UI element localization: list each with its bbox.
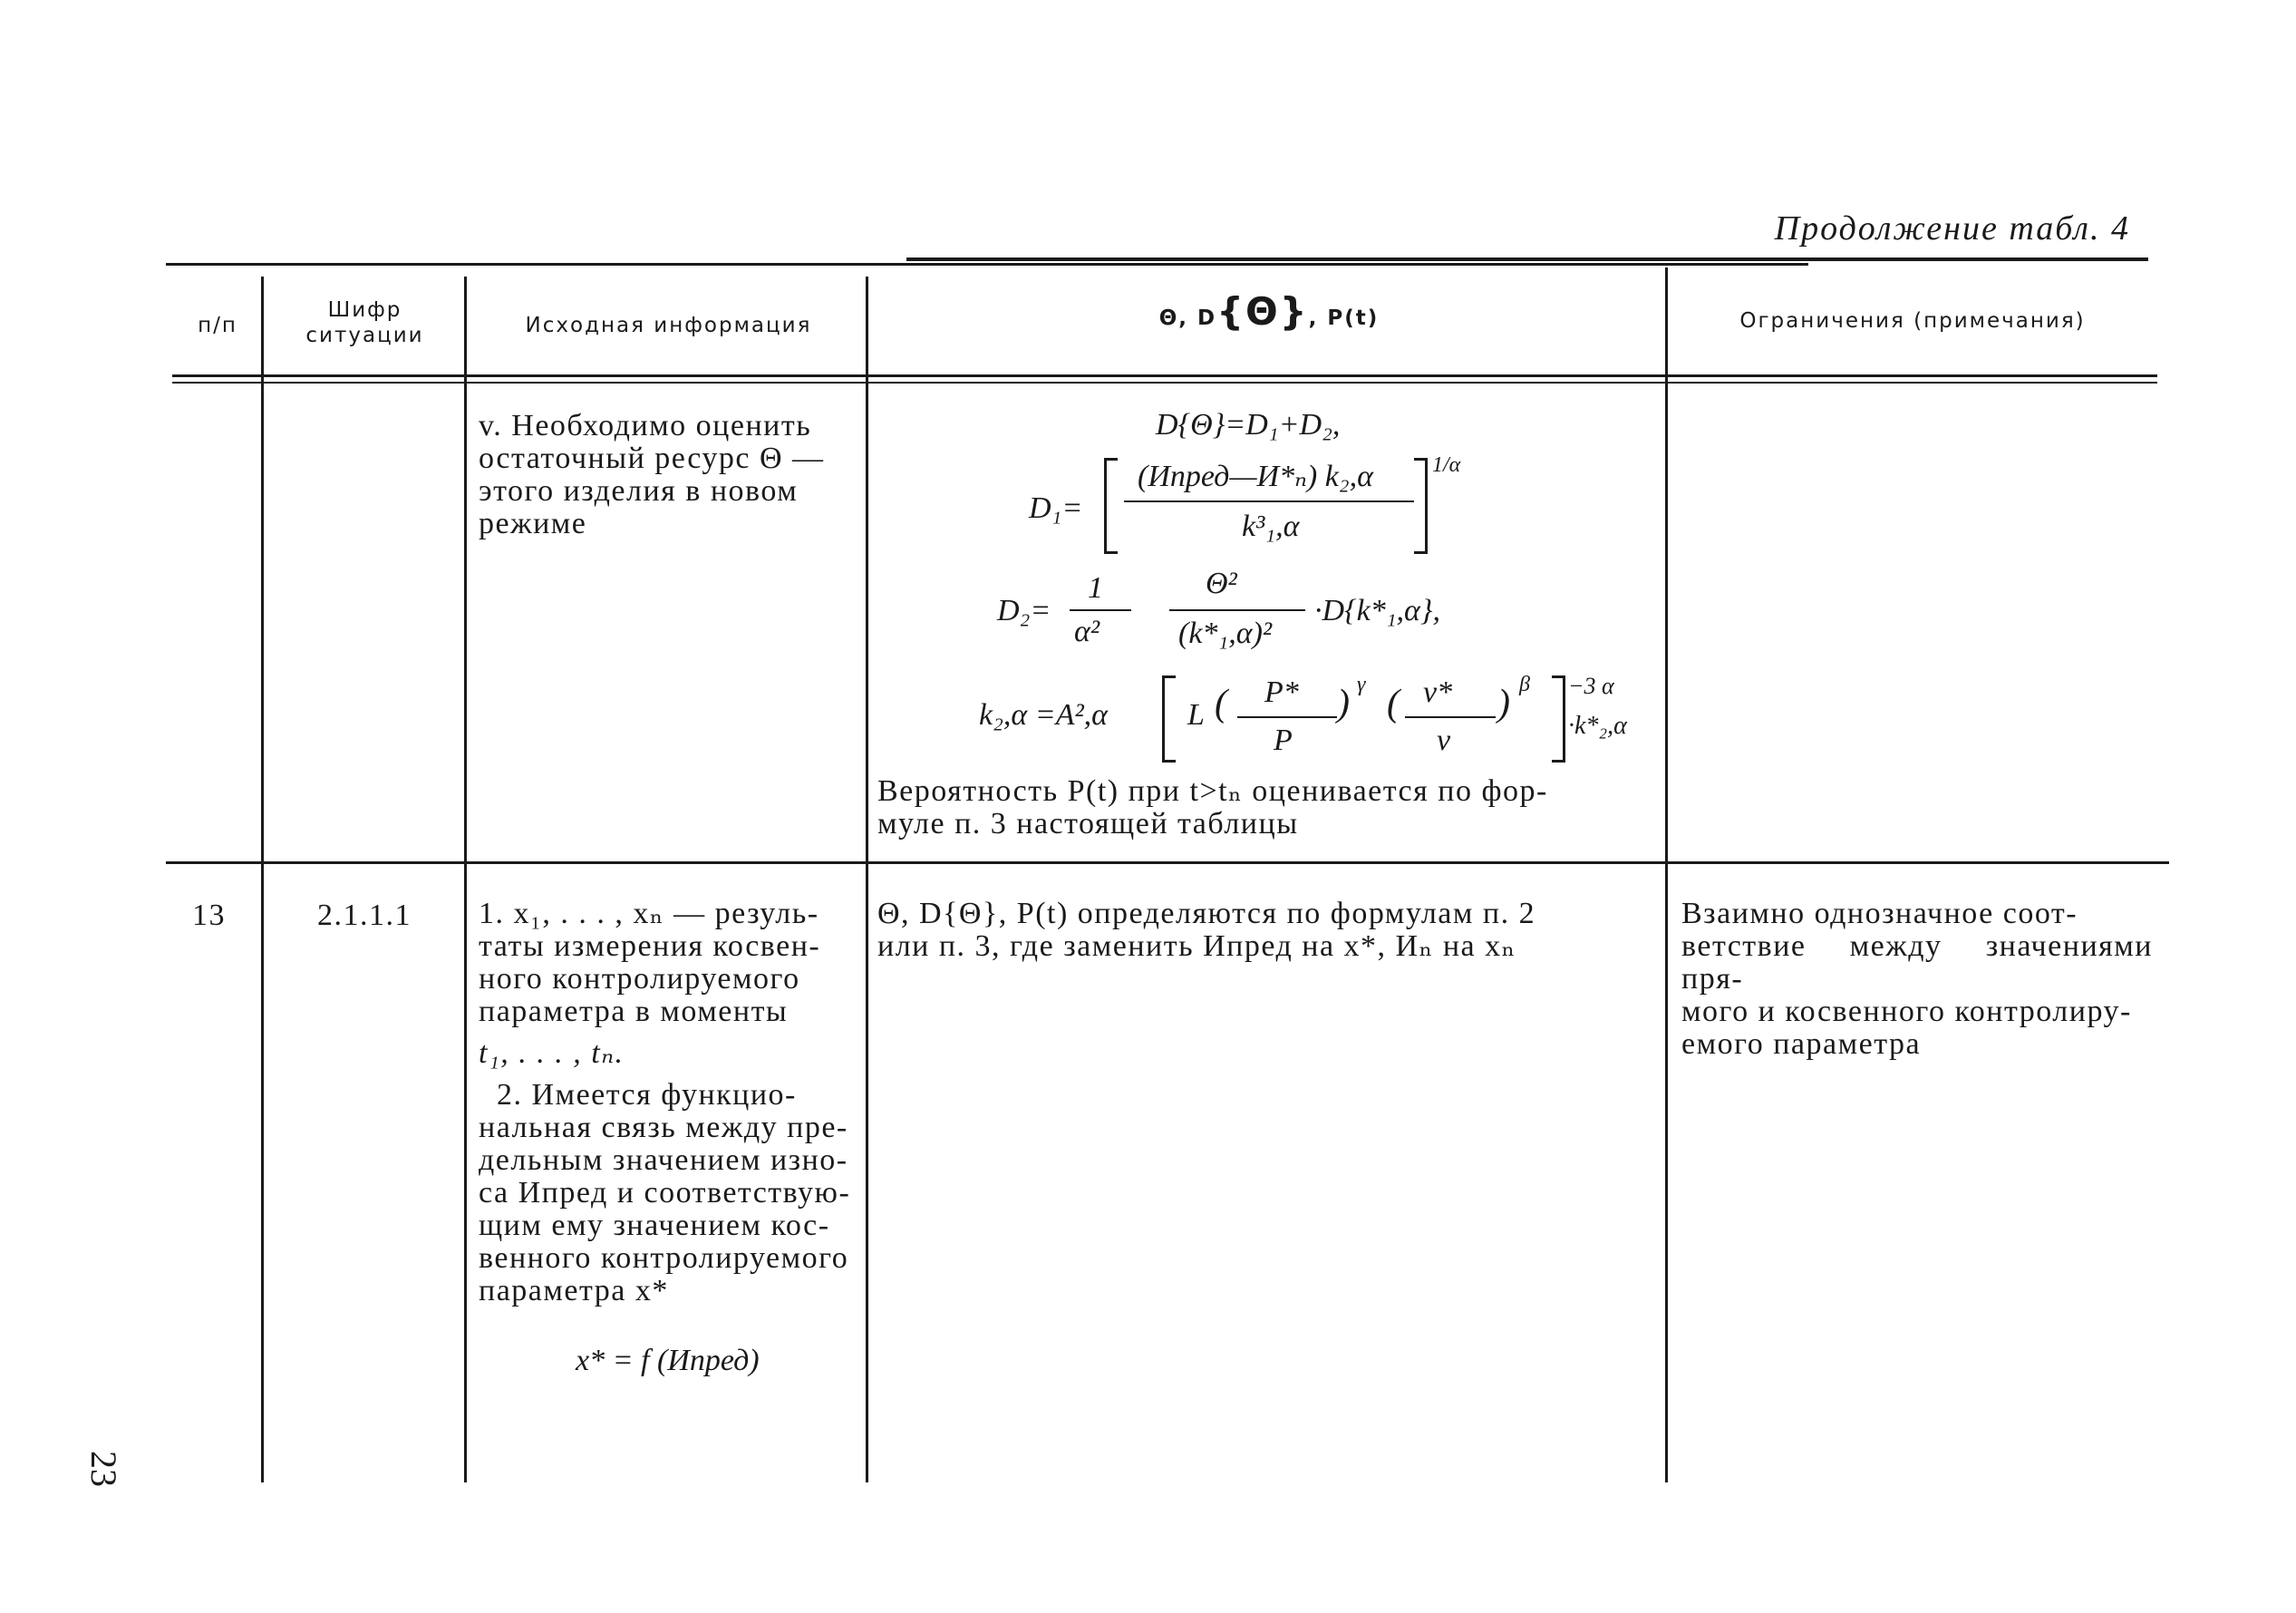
col-sep-4: [1665, 267, 1668, 1482]
formula-d2-frac2-bar: [1169, 609, 1305, 611]
row-b-limits-line: емого параметра: [1681, 1027, 1922, 1061]
col-sep-1: [261, 277, 264, 1482]
row-b-info-moments: t₁, . . . , tₙ.: [479, 1036, 625, 1070]
formula-k2-v-den: v: [1437, 724, 1451, 757]
row-b-info-line: параметра x*: [479, 1274, 669, 1307]
row-b-formula-line-2: или п. 3, где заменить Ипред на x*, Иₙ на xₙ: [877, 929, 1516, 963]
formula-k2-v-exp: β: [1519, 673, 1530, 696]
row-a-info: [479, 410, 861, 540]
row-b-info: [479, 898, 861, 1307]
formula-k2-tail-exp: −3 α: [1568, 673, 1614, 699]
header-cipher-line-1: Шифр: [327, 298, 402, 322]
header-cipher-line-2: ситуации: [305, 324, 424, 347]
formula-k2-paren-l2: (: [1387, 683, 1400, 724]
row-b-info-line: нальная связь между пре-: [479, 1111, 848, 1144]
row-b-number: 13: [192, 899, 226, 932]
page-number: 23: [83, 1451, 124, 1487]
formula-d2-frac2-num: Θ²: [1206, 567, 1237, 600]
formula-k2-paren-r1: ): [1337, 683, 1350, 724]
col-sep-3: [866, 277, 868, 1482]
formula-k2-p-num: P*: [1264, 675, 1299, 709]
row-a-info-line: v. Необходимо оценить: [479, 409, 812, 442]
row-b-limits: [1681, 898, 2153, 1061]
formula-d1-left: D₁=: [1029, 491, 1083, 525]
formula-k2-L: L: [1187, 698, 1205, 732]
formula-d1-bracket-right: [1414, 458, 1428, 554]
row-b-info-line: 1. x₁, . . . , xₙ — резуль-: [479, 897, 819, 930]
row-b-info-line: 2. Имеется функцио-: [497, 1078, 797, 1112]
header-info: Исходная информация: [525, 314, 812, 337]
row-b-info-line: параметра в моменты: [479, 995, 789, 1028]
row-b-formula-text: [877, 898, 1657, 963]
formula-k2-paren-r2: ): [1497, 683, 1510, 724]
formula-k2-tail: ·k*₂,α: [1568, 712, 1627, 740]
formula-d2-left: D₂=: [997, 594, 1051, 627]
formula-k2-p-bar: [1237, 716, 1337, 718]
header-bottom-rule-2: [172, 382, 2157, 384]
formula-d1-denominator: k³₁,α: [1242, 510, 1300, 543]
row-a-info-line: этого изделия в новом: [479, 474, 799, 508]
formula-k2-left: k₂,α =A²,α: [979, 698, 1109, 732]
formula-k2-bracket-right: [1552, 675, 1565, 763]
table-top-rule: [166, 263, 1808, 266]
header-formula-part1: Θ, D: [1158, 306, 1217, 330]
header-limits: Ограничения (примечания): [1739, 309, 2086, 333]
row-b-info-line: щим ему значением кос-: [479, 1209, 830, 1242]
header-formula-part3: , P(t): [1308, 306, 1380, 330]
row-a-probability-text: [877, 775, 1657, 841]
row-b-limits-line: ветствие между значениями пря-: [1681, 929, 2153, 996]
formula-d-theta: D{Θ}=D₁+D₂,: [1156, 408, 1341, 442]
row-b-info-line: са Ипред и соответствую-: [479, 1176, 851, 1210]
row-a-info-line: остаточный ресурс Θ —: [479, 442, 825, 475]
formula-k2-v-num: v*: [1423, 675, 1453, 709]
formula-d2-frac1-num: 1: [1088, 571, 1103, 605]
row-b-info-line: ного контролируемого: [479, 962, 800, 996]
row-b-limits-line: мого и косвенного контролиру-: [1681, 995, 2132, 1028]
table-continuation-title: Продолжение табл. 4: [1774, 209, 2130, 248]
row-b-info-formula: x* = f (Ипред): [576, 1344, 760, 1377]
row-a-probability-line-2: муле п. 3 настоящей таблицы: [877, 807, 1299, 841]
formula-k2-paren-l1: (: [1215, 683, 1227, 724]
header-bottom-rule: [172, 374, 2157, 377]
row-a-probability-line-1: Вероятность P(t) при t>tₙ оценивается по фор-: [877, 774, 1548, 808]
row-a-info-line: режиме: [479, 507, 587, 540]
header-formula-part2: {Θ}: [1216, 289, 1309, 334]
row-b-info-line: таты измерения косвен-: [479, 929, 821, 963]
formula-d2-frac1-bar: [1070, 609, 1131, 611]
row-b-cipher: 2.1.1.1: [317, 899, 412, 932]
formula-d1-bracket-left: [1104, 458, 1118, 554]
row-b-limits-line: Взаимно однозначное соот-: [1681, 897, 2078, 930]
formula-k2-p-den: P: [1274, 724, 1293, 757]
formula-d1-exponent: 1/α: [1432, 453, 1461, 477]
header-cipher: [272, 297, 458, 348]
formula-k2-bracket-left: [1162, 675, 1176, 763]
formula-d2-frac1-den: α²: [1074, 615, 1100, 648]
row-b-info-line: венного контролируемого: [479, 1241, 849, 1275]
row-b-formula-line-1: Θ, D{Θ}, P(t) определяются по формулам п. 2: [877, 897, 1536, 930]
formula-d1-numerator: (Ипред—И*ₙ) k₂,α: [1138, 460, 1373, 493]
table-top-rule-right: [906, 257, 2148, 261]
formula-d2-frac2-den: (k*₁,α)²: [1178, 617, 1273, 650]
row-b-info-line: дельным значением изно-: [479, 1143, 848, 1177]
formula-d1-fraction-bar: [1124, 500, 1414, 502]
formula-d2-tail: ·D{k*₁,α},: [1314, 594, 1441, 627]
row-separator: [166, 861, 2169, 864]
header-num: п/п: [198, 314, 237, 337]
formula-k2-v-bar: [1405, 716, 1496, 718]
formula-k2-p-exp: γ: [1357, 673, 1366, 696]
header-formula: [875, 289, 1663, 334]
col-sep-2: [464, 277, 467, 1482]
